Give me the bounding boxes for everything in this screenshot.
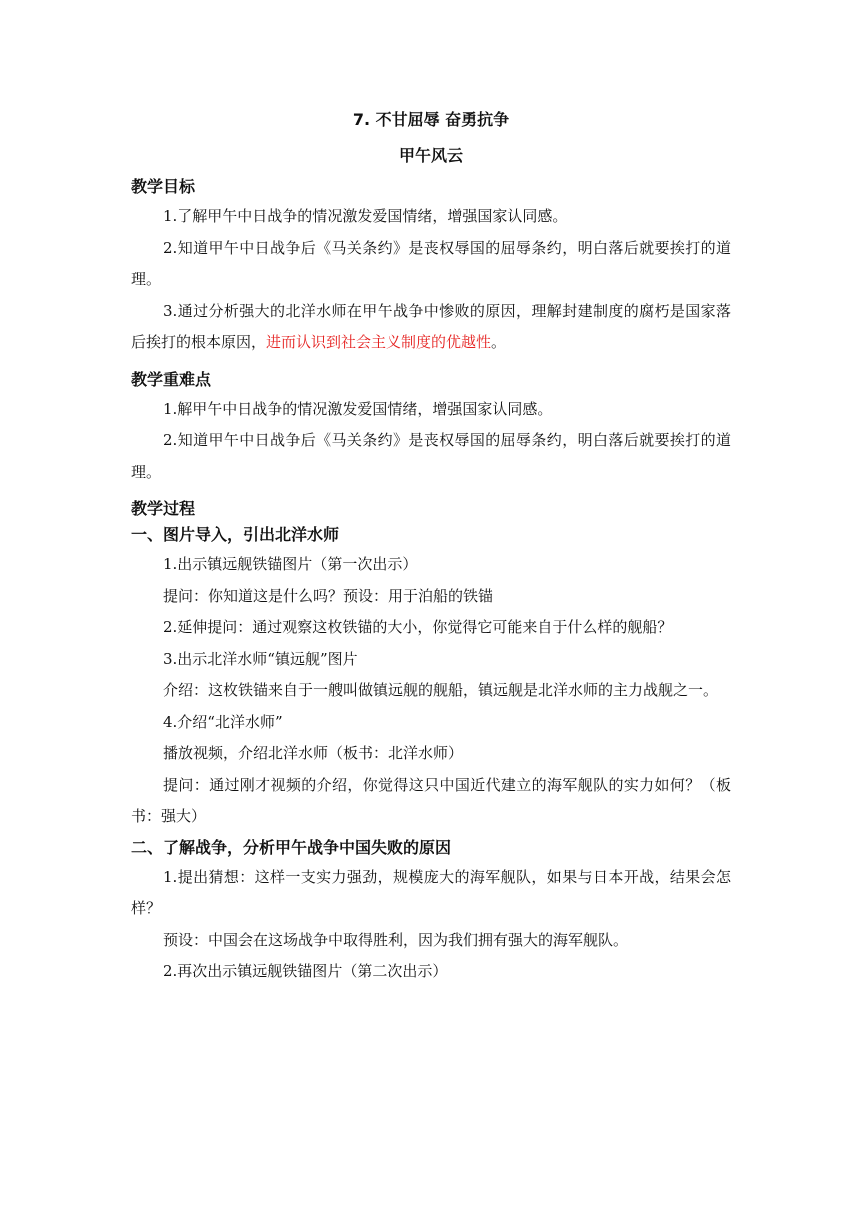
process-item: 播放视频，介绍北洋水师（板书：北洋水师）: [163, 744, 464, 762]
section-heading-part-two: 二、了解战争，分析甲午战争中国失败的原因: [131, 837, 452, 857]
objective-item: 2.知道甲午中日战争后《马关条约》是丧权辱国的屈辱条约，明白落后就要挨打的道理。: [131, 238, 731, 288]
process-item: 介绍：这枚铁锚来自于一艘叫做镇远舰的舰船，镇远舰是北洋水师的主力战舰之一。: [163, 681, 719, 699]
document-body: [131, 110, 731, 988]
section-heading-process: 教学过程: [131, 499, 196, 518]
document-subtitle: 甲午风云: [398, 146, 463, 165]
process-item: 3.出示北洋水师“镇远舰”图片: [163, 649, 358, 668]
process-item: 4.介绍“北洋水师”: [163, 712, 283, 731]
objective-item-text: 3.通过分析强大的北洋水师在甲午战争中惨败的原因，理解封建制度的腐朽是国家落后挨打的根本原因，: [131, 301, 731, 351]
process-item: 预设：中国会在这场战争中取得胜利，因为我们拥有强大的海军舰队。: [163, 930, 629, 949]
objective-item: [131, 296, 731, 359]
document-title: 7. 不甘屈辱 奋勇抗争: [352, 110, 510, 129]
objective-item: 1.了解甲午中日战争的情况激发爱国情绪，增强国家认同感。: [163, 207, 568, 225]
highlighted-text: 进而认识到社会主义制度的优越性: [266, 333, 492, 351]
objective-item-tail: 。: [491, 333, 507, 351]
process-item: 1.出示镇远舰铁锚图片（第一次出示）: [163, 555, 418, 573]
section-heading-key-points: 教学重难点: [131, 369, 212, 389]
section-heading-objectives: 教学目标: [131, 177, 196, 196]
key-point-item: 1.解甲午中日战争的情况激发爱国情绪，增强国家认同感。: [163, 399, 553, 418]
process-item: 2.延伸提问：通过观察这枚铁锚的大小，你觉得它可能来自于什么样的舰船？: [163, 618, 673, 636]
section-heading-part-one: 一、图片导入，引出北洋水师: [131, 525, 340, 544]
process-item: 提问：通过刚才视频的介绍，你觉得这只中国近代建立的海军舰队的实力如何？（板书：强大）: [131, 775, 731, 825]
process-item: 2.再次出示镇远舰铁锚图片（第二次出示）: [163, 962, 448, 980]
process-item: 提问：你知道这是什么吗？预设：用于泊船的铁锚: [163, 586, 494, 605]
process-item: 1.提出猜想：这样一支实力强劲，规模庞大的海军舰队，如果与日本开战，结果会怎样？: [131, 867, 731, 917]
key-point-item: 2.知道甲午中日战争后《马关条约》是丧权辱国的屈辱条约，明白落后就要挨打的道理。: [131, 431, 731, 481]
